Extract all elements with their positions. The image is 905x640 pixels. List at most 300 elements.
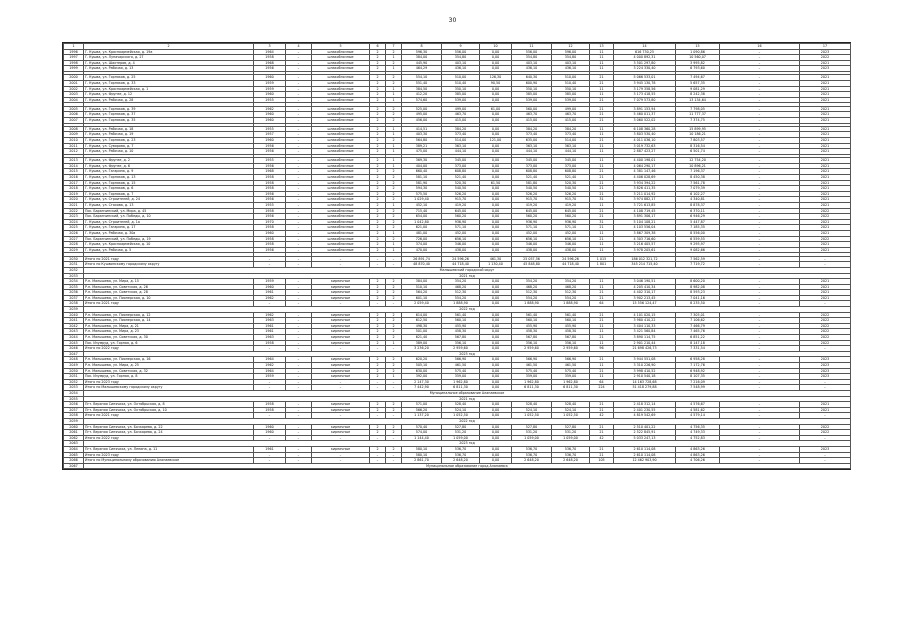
value-cell: 2022 — [800, 329, 851, 335]
housing-repair-table — [63, 43, 851, 469]
value-cell: 11 — [590, 230, 614, 236]
value-cell: 3 995,82 — [676, 60, 720, 66]
value-cell: 2 — [386, 279, 402, 285]
value-cell: 512,30 — [442, 290, 480, 296]
column-number-cell: 12 — [552, 44, 590, 50]
value-cell: 2 887 423,27 — [614, 149, 676, 155]
value-cell: 2 — [370, 75, 386, 81]
value-cell: 1 — [386, 126, 402, 132]
value-cell: 554,20 — [442, 295, 480, 301]
value-cell: 1 — [386, 92, 402, 98]
value-cell: 9 295,97 — [676, 242, 720, 248]
value-cell: – — [254, 435, 286, 441]
value-cell: – — [286, 357, 312, 363]
value-cell: 0,00 — [480, 318, 512, 324]
value-cell: 2021 — [800, 219, 851, 225]
address-cell: Р.п. Малышева, ул. Пионерская, д. 14 — [84, 318, 254, 324]
value-cell: – — [720, 66, 800, 72]
address-cell: Г. Кушва, ул. Строителей, д. 1а — [84, 219, 254, 225]
value-cell: 0,00 — [480, 112, 512, 118]
value-cell: – — [720, 203, 800, 209]
value-cell: 2 — [386, 323, 402, 329]
value-cell: 1959 — [254, 80, 286, 86]
address-cell: Итого по 2021 году — [84, 413, 254, 419]
value-cell: 21 — [590, 452, 614, 458]
value-cell: 2021 — [800, 163, 851, 169]
value-cell: – — [286, 385, 312, 391]
value-cell: 2 — [386, 290, 402, 296]
value-cell: 0,00 — [480, 301, 512, 307]
value-cell: – — [286, 126, 312, 132]
value-cell: 4 581,62 — [676, 407, 720, 413]
value-cell: 2 — [370, 106, 386, 112]
value-cell: 2 610 114,08 — [614, 446, 676, 452]
value-cell: 1 — [386, 374, 402, 380]
value-cell: 2 — [370, 284, 386, 290]
value-cell: 350,10 — [552, 86, 590, 92]
value-cell: шлакоблочные — [312, 197, 370, 203]
row-number-cell: 2026 — [64, 230, 84, 236]
value-cell: 2 — [370, 242, 386, 248]
value-cell: 2 — [370, 117, 386, 123]
row-number-cell: 2025 — [64, 225, 84, 231]
value-cell: – — [286, 295, 312, 301]
value-cell: шлакоблочные — [312, 143, 370, 149]
value-cell: 3 224 330,40 — [614, 66, 676, 72]
value-cell: 2 — [370, 323, 386, 329]
value-cell: 385,00 — [552, 92, 590, 98]
column-number-cell: 3 — [254, 44, 286, 50]
value-cell: – — [800, 301, 851, 307]
value-cell: 8 107,35 — [676, 374, 720, 380]
value-cell: 5 066 533,01 — [614, 75, 676, 81]
value-cell: 2021 — [800, 138, 851, 144]
value-cell: 438,00 — [442, 247, 480, 253]
value-cell: кирпичные — [312, 446, 370, 452]
row-number-cell: 2048 — [64, 357, 84, 363]
value-cell: 10 896,21 — [676, 163, 720, 169]
value-cell: – — [286, 169, 312, 175]
value-cell: 8 600,20 — [676, 279, 720, 285]
value-cell: 2 — [386, 60, 402, 66]
row-number-cell: 2043 — [64, 329, 84, 335]
value-cell: 0,00 — [480, 452, 512, 458]
row-number-cell: 2064 — [64, 446, 84, 452]
value-cell: 1968 — [254, 169, 286, 175]
value-cell: 2 — [370, 295, 386, 301]
value-cell: – — [286, 86, 312, 92]
value-cell: 1958 — [254, 236, 286, 242]
value-cell: 2 059,40 — [402, 301, 442, 307]
value-cell: 528,40 — [512, 402, 552, 408]
value-cell: 1970 — [254, 219, 286, 225]
value-cell: 2023 — [800, 446, 851, 452]
row-number-cell: 2027 — [64, 236, 84, 242]
value-cell: 512,30 — [512, 290, 552, 296]
row-number-cell: 2059 — [64, 418, 84, 424]
value-cell: 0,00 — [480, 230, 512, 236]
value-cell: 452,00 — [552, 230, 590, 236]
value-cell: 630,00 — [402, 368, 442, 374]
value-cell: 0,00 — [480, 290, 512, 296]
value-cell: – — [386, 413, 402, 419]
value-cell: 7 079 573,80 — [614, 97, 676, 103]
value-cell: 6 851,22 — [676, 335, 720, 341]
value-cell: – — [312, 435, 370, 441]
value-cell: 1 059,00 — [552, 435, 590, 441]
value-cell: 2021 — [800, 402, 851, 408]
value-cell: 2 — [386, 236, 402, 242]
value-cell: – — [286, 236, 312, 242]
value-cell: 384,00 — [402, 279, 442, 285]
value-cell: 656,10 — [442, 236, 480, 242]
value-cell: 2 — [386, 318, 402, 324]
value-cell: 1958 — [254, 340, 286, 346]
address-cell: Р.п. Малышева, ул. Советская, д. 26 — [84, 284, 254, 290]
value-cell: 2 — [370, 368, 386, 374]
value-cell: 525,00 — [402, 106, 442, 112]
value-cell: шлакоблочные — [312, 208, 370, 214]
value-cell: 2 901 210,44 — [614, 340, 676, 346]
value-cell: 2 648,20 — [442, 458, 480, 464]
row-number-cell: 2008 — [64, 126, 84, 132]
value-cell: 2 — [370, 203, 386, 209]
value-cell: 1956 — [254, 163, 286, 169]
value-cell: 3 421 560,84 — [614, 329, 676, 335]
value-cell: 464,29 — [402, 66, 442, 72]
value-cell: 356,10 — [552, 340, 590, 346]
value-cell: – — [720, 97, 800, 103]
value-cell: 414,51 — [402, 126, 442, 132]
value-cell: – — [720, 402, 800, 408]
value-cell: 554,20 — [512, 295, 552, 301]
value-cell: 560,20 — [512, 214, 552, 220]
value-cell: – — [386, 256, 402, 262]
value-cell: 2 — [370, 335, 386, 341]
value-cell: 2 — [386, 357, 402, 363]
value-cell: – — [286, 413, 312, 419]
value-cell: 2021 — [800, 247, 851, 253]
address-cell: Пос. Баранчинский, ул. Победы, д. 10 — [84, 214, 254, 220]
value-cell: – — [386, 379, 402, 385]
address-cell: Пос. Изумруд, ул. Горная, д. 6 — [84, 340, 254, 346]
value-cell: – — [286, 435, 312, 441]
address-cell: Р.п. Малышева, ул. Мира, д. 21 — [84, 323, 254, 329]
value-cell: – — [720, 335, 800, 341]
value-cell: 1 042,80 — [402, 219, 442, 225]
value-cell: – — [312, 301, 370, 307]
value-cell: 2023 — [800, 374, 851, 380]
value-cell: кирпичные — [312, 335, 370, 341]
address-cell: Г. Кушва, ул. Горняков, д. 13 — [84, 175, 254, 181]
row-number-cell: 2042 — [64, 323, 84, 329]
value-cell: шлакоблочные — [312, 138, 370, 144]
section-title-cell: 2021 год — [84, 396, 851, 402]
value-cell: 6 501,74 — [676, 149, 720, 155]
value-cell: – — [720, 340, 800, 346]
value-cell: 936,90 — [552, 219, 590, 225]
section-title-cell: 2022 год — [84, 307, 851, 313]
value-cell: 0,00 — [480, 97, 512, 103]
row-number-cell: 2055 — [64, 396, 84, 402]
value-cell: 436,10 — [442, 66, 480, 72]
value-cell: 0,00 — [480, 197, 512, 203]
value-cell: 4 064 290,17 — [614, 163, 676, 169]
value-cell: – — [286, 301, 312, 307]
row-number-cell: 2019 — [64, 191, 84, 197]
value-cell: 0,00 — [480, 430, 512, 436]
value-cell: 2 — [386, 175, 402, 181]
column-number-cell: 6 — [370, 44, 386, 50]
value-cell: 581,10 — [402, 175, 442, 181]
value-cell: 452,00 — [512, 230, 552, 236]
value-cell: 2 — [386, 138, 402, 144]
value-cell: 21 — [590, 407, 614, 413]
value-cell: 560,10 — [442, 318, 480, 324]
value-cell: 2 — [370, 112, 386, 118]
value-cell: 0,00 — [480, 149, 512, 155]
address-cell: Итого по Кушвинскому городскому округу — [84, 262, 254, 268]
value-cell: 8 450,38 — [676, 175, 720, 181]
value-cell: 7 305,01 — [676, 312, 720, 318]
value-cell: 1958 — [254, 208, 286, 214]
value-cell: – — [720, 323, 800, 329]
value-cell: 12 462 903,90 — [614, 458, 676, 464]
value-cell: 0,00 — [480, 247, 512, 253]
value-cell: 455,90 — [512, 323, 552, 329]
value-cell: 3 173 418,55 — [614, 92, 676, 98]
value-cell: 1958 — [254, 225, 286, 231]
value-cell: 1964 — [254, 357, 286, 363]
address-cell: Г. Кушва, ул. Рабочая, д. 30а — [84, 230, 254, 236]
value-cell: 1 090,86 — [676, 49, 720, 55]
value-cell: 4 752,83 — [676, 435, 720, 441]
row-number-cell: 2010 — [64, 138, 84, 144]
value-cell: 2 648,20 — [552, 458, 590, 464]
value-cell: 2021 — [800, 295, 851, 301]
value-cell: – — [254, 458, 286, 464]
row-number-cell: 1997 — [64, 55, 84, 61]
address-cell: Г. Кушва, ул. Строителей, д. 24 — [84, 197, 254, 203]
value-cell: 7 079,39 — [676, 186, 720, 192]
value-cell: 4 402 310,17 — [614, 290, 676, 296]
value-cell: кирпичные — [312, 363, 370, 369]
value-cell: 2021 — [800, 407, 851, 413]
value-cell: – — [720, 163, 800, 169]
value-cell: 4 756,35 — [676, 424, 720, 430]
value-cell: 1962 — [254, 312, 286, 318]
value-cell: 8 982,08 — [676, 284, 720, 290]
column-number-cell: 8 — [402, 44, 442, 50]
value-cell: 2023 — [800, 357, 851, 363]
value-cell: 2 — [386, 169, 402, 175]
value-cell: – — [720, 385, 800, 391]
value-cell: 11 — [590, 163, 614, 169]
address-cell: Пос. Баранчинский, ул. Победы, д. 19 — [84, 236, 254, 242]
value-cell: шлакоблочные — [312, 117, 370, 123]
value-cell: – — [720, 435, 800, 441]
value-cell: 1959 — [254, 374, 286, 380]
value-cell: 1961 — [254, 323, 286, 329]
value-cell: 2021 — [800, 191, 851, 197]
value-cell: – — [286, 346, 312, 352]
value-cell: 6 108 360,28 — [614, 126, 676, 132]
address-cell: Г. Кушва, ул. Красноармейская, д. 1 — [84, 86, 254, 92]
value-cell: 521,40 — [512, 175, 552, 181]
value-cell: 3 980 410,22 — [614, 318, 676, 324]
row-number-cell: 1996 — [64, 49, 84, 55]
value-cell: 359,00 — [512, 374, 552, 380]
value-cell: 2022 — [800, 55, 851, 61]
value-cell: 551,40 — [402, 80, 442, 86]
value-cell: 1 962,80 — [552, 379, 590, 385]
value-cell: – — [286, 49, 312, 55]
value-cell: – — [286, 149, 312, 155]
value-cell: 21 — [590, 214, 614, 220]
address-cell: Пос. Баранчинский, ул. Мира, д. 45 — [84, 208, 254, 214]
value-cell: – — [720, 112, 800, 118]
value-cell: 526,20 — [552, 191, 590, 197]
value-cell: 524,10 — [512, 407, 552, 413]
row-number-cell: 2002 — [64, 86, 84, 92]
value-cell: – — [286, 329, 312, 335]
value-cell: кирпичные — [312, 402, 370, 408]
value-cell: 2021 — [800, 225, 851, 231]
value-cell: – — [286, 138, 312, 144]
value-cell: – — [720, 407, 800, 413]
row-number-cell: 2062 — [64, 435, 84, 441]
value-cell: – — [720, 106, 800, 112]
value-cell: 2 — [386, 186, 402, 192]
value-cell: 531,20 — [552, 430, 590, 436]
value-cell: 1 — [386, 230, 402, 236]
value-cell: 0,00 — [480, 169, 512, 175]
address-cell: Г. Кушва, ул. Шахтеров, д. 4 — [84, 60, 254, 66]
value-cell: 1957 — [254, 132, 286, 138]
row-number-cell: 2063 — [64, 441, 84, 447]
value-cell: 11 — [590, 143, 614, 149]
value-cell: 7 465,76 — [676, 329, 720, 335]
value-cell: 1958 — [254, 242, 286, 248]
value-cell: 0,00 — [480, 175, 512, 181]
value-cell: 2 610 114,08 — [614, 452, 676, 458]
value-cell: – — [286, 340, 312, 346]
address-cell: Г. Кушва, ул. Суворова, д. 7 — [84, 143, 254, 149]
value-cell: 7 798,05 — [676, 106, 720, 112]
value-cell: 0,00 — [480, 335, 512, 341]
value-cell: 2021 — [800, 143, 851, 149]
value-cell: 0,00 — [480, 60, 512, 66]
row-number-cell: 2028 — [64, 242, 84, 248]
value-cell: 3 944 551,08 — [614, 357, 676, 363]
value-cell: 2 — [370, 55, 386, 61]
value-cell: 1958 — [254, 180, 286, 186]
value-cell: 616 730,25 — [614, 49, 676, 55]
value-cell: – — [720, 357, 800, 363]
value-cell: шлакоблочные — [312, 169, 370, 175]
value-cell: 11 — [590, 242, 614, 248]
value-cell: 4 819 542,69 — [614, 413, 676, 419]
column-number-cell: 9 — [442, 44, 480, 50]
value-cell: 2 — [370, 312, 386, 318]
value-cell: – — [370, 379, 386, 385]
value-cell: 13 134,64 — [676, 97, 720, 103]
address-cell: Г. Кушва, ул. Рабочая, д. 13 — [84, 66, 254, 72]
value-cell: – — [720, 49, 800, 55]
value-cell: 2 — [370, 340, 386, 346]
value-cell: 359,00 — [442, 374, 480, 380]
address-cell: Г. Кушва, ул. Гагарина, д. 17 — [84, 225, 254, 231]
value-cell: 21 — [590, 80, 614, 86]
value-cell: – — [286, 186, 312, 192]
value-cell: 11 — [590, 66, 614, 72]
row-number-cell: 2047 — [64, 351, 84, 357]
value-cell: 5 447,87 — [676, 219, 720, 225]
value-cell: – — [370, 301, 386, 307]
value-cell: 3 046 190,51 — [614, 279, 676, 285]
value-cell: 2 — [386, 49, 402, 55]
value-cell: – — [370, 385, 386, 391]
value-cell: 2022 — [800, 208, 851, 214]
address-cell: Г. Кушва, ул. Красноармейская, д. 10 — [84, 242, 254, 248]
value-cell: – — [286, 60, 312, 66]
value-cell: 5 460 011,37 — [614, 112, 676, 118]
value-cell: 21 — [590, 295, 614, 301]
value-cell: 915,70 — [512, 197, 552, 203]
value-cell: 455,90 — [442, 323, 480, 329]
value-cell: 514,00 — [442, 138, 480, 144]
value-cell: 1960 — [254, 284, 286, 290]
value-cell: – — [720, 346, 800, 352]
value-cell: 458,30 — [512, 329, 552, 335]
value-cell: 527,80 — [442, 424, 480, 430]
value-cell: шлакоблочные — [312, 180, 370, 186]
value-cell: 567,80 — [552, 335, 590, 341]
address-cell: Р.п. Малышева, ул. Пионерская, д. 10 — [84, 295, 254, 301]
value-cell: 1 130,40 — [480, 262, 512, 268]
value-cell: 540,50 — [552, 186, 590, 192]
value-cell: 560,20 — [442, 214, 480, 220]
value-cell: 51 418 279,88 — [614, 385, 676, 391]
value-cell: – — [286, 92, 312, 98]
value-cell: 0,00 — [480, 374, 512, 380]
value-cell: 11 — [590, 363, 614, 369]
value-cell: 3 236,20 — [402, 346, 442, 352]
value-cell: – — [720, 446, 800, 452]
value-cell: 501,00 — [402, 329, 442, 335]
value-cell: 373,00 — [512, 163, 552, 169]
value-cell: 419,20 — [552, 203, 590, 209]
value-cell: 0,00 — [480, 435, 512, 441]
address-cell: Р.п. Малышева, ул. Пионерская, д. 12 — [84, 312, 254, 318]
value-cell: 540,50 — [442, 186, 480, 192]
value-cell: 403,30 — [402, 132, 442, 138]
value-cell: 2023 — [800, 368, 851, 374]
value-cell: 1 — [386, 203, 402, 209]
address-cell: Г. Кушва, ул. Горняков, д. 39 — [84, 106, 254, 112]
value-cell: 11 — [590, 340, 614, 346]
row-number-cell: 2038 — [64, 301, 84, 307]
value-cell: 2021 — [800, 186, 851, 192]
value-cell: 2 — [386, 329, 402, 335]
value-cell: – — [720, 80, 800, 86]
value-cell: – — [370, 452, 386, 458]
value-cell: 3 501 297,80 — [614, 60, 676, 66]
value-cell: – — [386, 346, 402, 352]
value-cell: шлакоблочные — [312, 66, 370, 72]
column-number-cell: 15 — [676, 44, 720, 50]
value-cell: 495,00 — [402, 112, 442, 118]
